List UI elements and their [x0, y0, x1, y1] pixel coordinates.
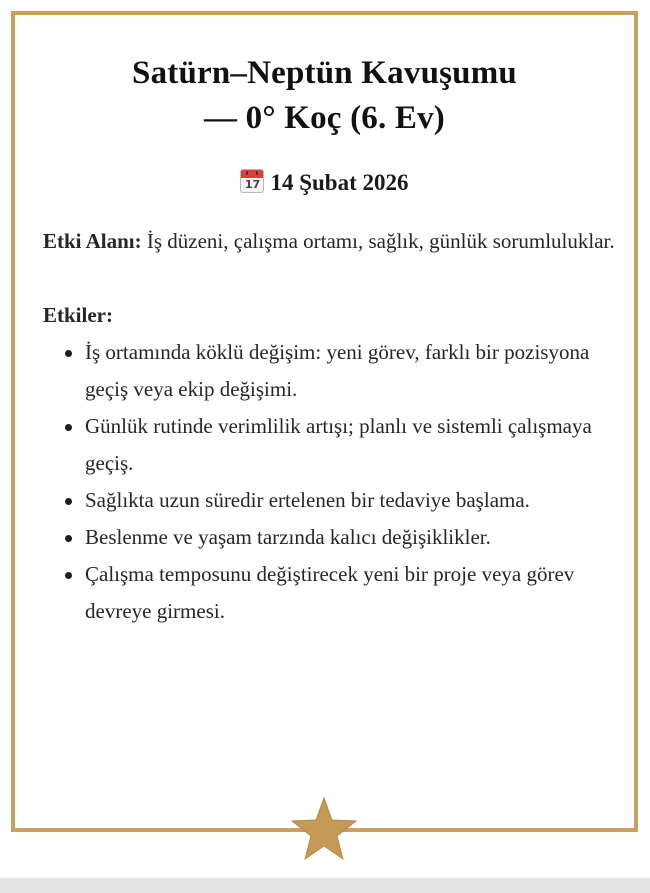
date-row [15, 169, 634, 196]
effects-label: Etkiler: [43, 303, 113, 327]
star-icon [290, 796, 358, 862]
effects-list-item: İş ortamında köklü değişim: yeni görev, farklı bir pozisyona geçiş veya ekip değişimi. [43, 334, 628, 408]
calendar-icon-number: 17 [244, 178, 261, 191]
card-title [15, 51, 634, 141]
title-line-1: Satürn–Neptün Kavuşumu [132, 55, 517, 91]
effects-list-item: Beslenme ve yaşam tarzında kalıcı değişiklikler. [43, 519, 628, 556]
effects-list-item: Günlük rutinde verimlilik artışı; planlı ve sistemli çalışmaya geçiş. [43, 408, 628, 482]
title-line-2: — 0° Koç (6. Ev) [204, 100, 445, 136]
impact-area-text: İş düzeni, çalışma ortamı, sağlık, günlük sorumluluklar. [146, 229, 615, 253]
impact-area-label: Etki Alanı: [43, 229, 142, 253]
impact-area [43, 223, 628, 260]
effects-list-item: Sağlıkta uzun süredir ertelenen bir tedaviye başlama. [43, 482, 628, 519]
effects-list-item: Çalışma temposunu değiştirecek yeni bir proje veya görev devreye girmesi. [43, 556, 628, 630]
event-date: 14 Şubat 2026 [270, 170, 409, 195]
bottom-bar [0, 878, 650, 893]
effects-list [43, 334, 628, 630]
card-body [43, 223, 628, 630]
info-card [11, 11, 638, 832]
calendar-icon [240, 169, 264, 193]
